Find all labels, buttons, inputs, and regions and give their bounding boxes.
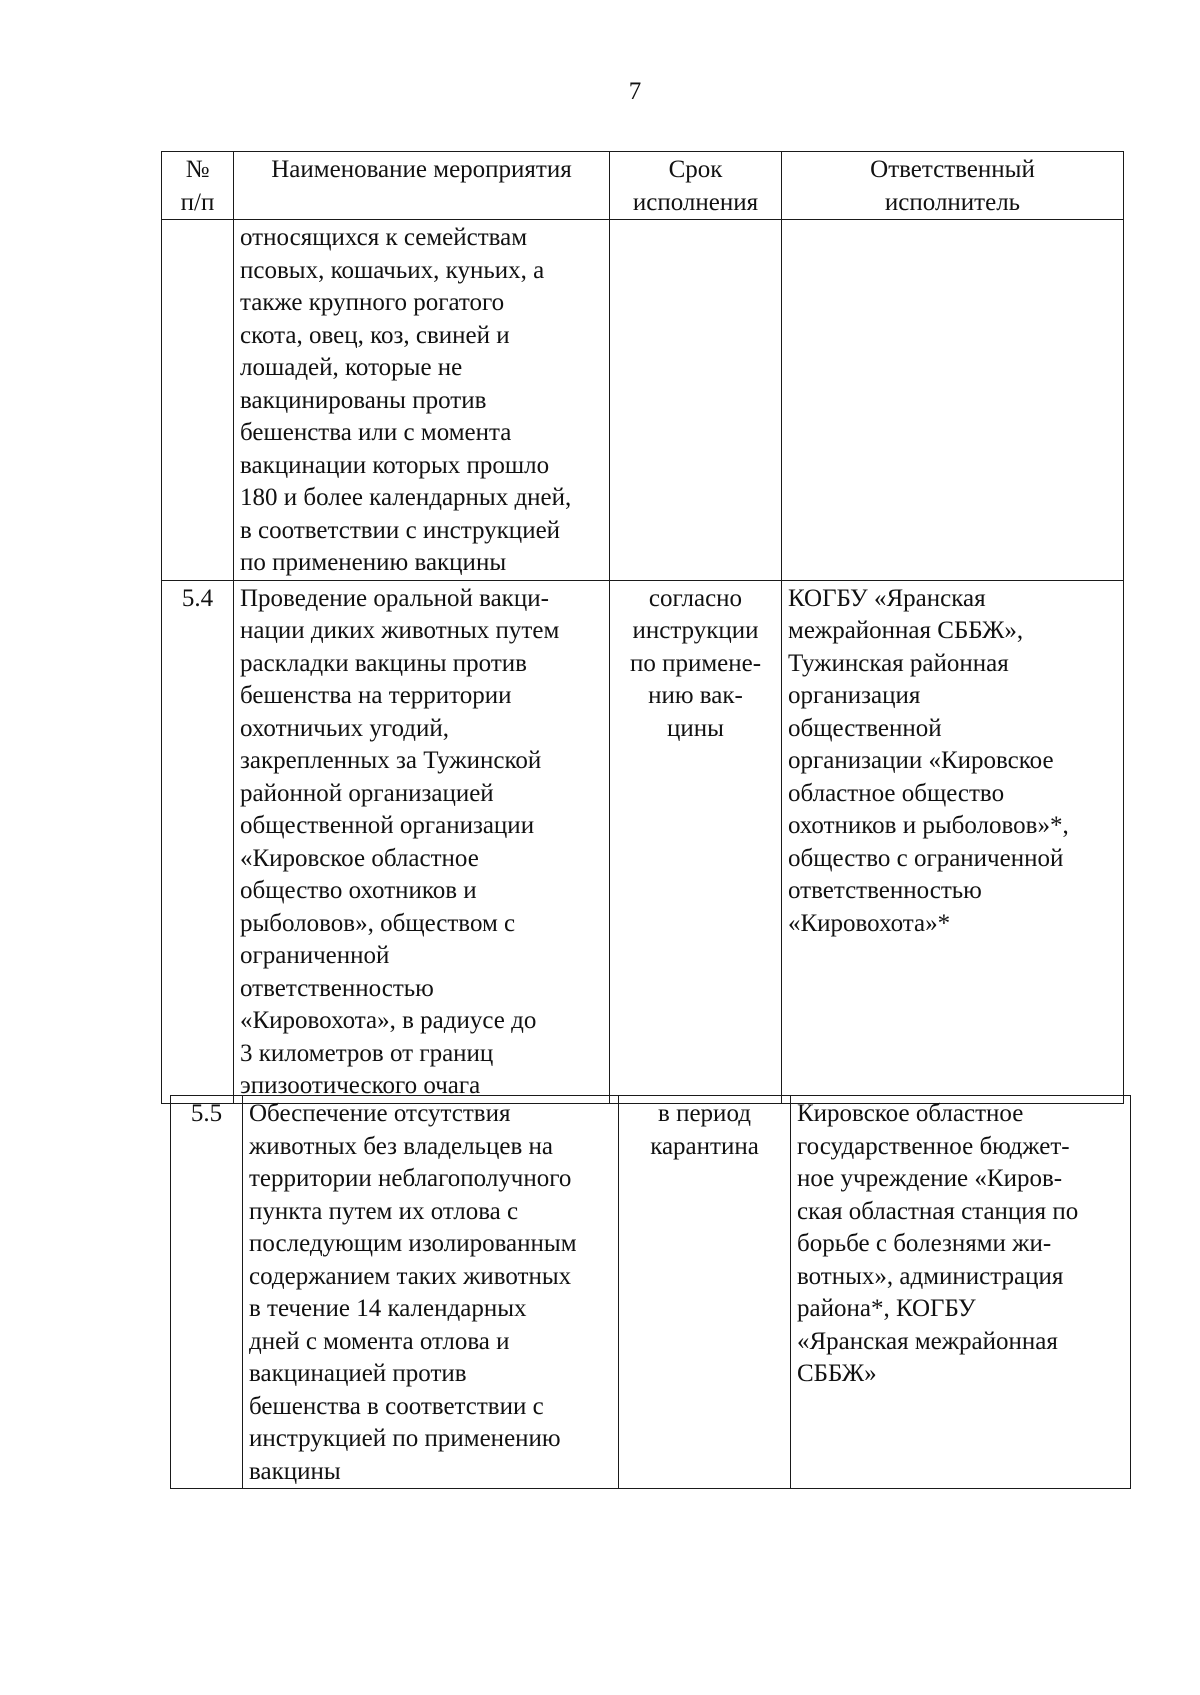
row-num: 5.5 [171, 1096, 243, 1489]
header-num: № п/п [162, 152, 234, 220]
row-deadline: согласно инструкции по примене- нию вак- цины [610, 580, 782, 1103]
header-deadline: Срок исполнения [610, 152, 782, 220]
page-number: 7 [628, 78, 642, 105]
table-row [162, 580, 1124, 1103]
row-name: относящихся к семействам псовых, кошачьих, куньих, а также крупного рогатого скота, овец, коз, свиней и лошадей, которые не вакцинированы против бешенства или с момента вакцинации которых прошло 180 и более календарных дней, в соответствии с инструкцией по применению вакцины [234, 220, 610, 581]
header-responsible: Ответственный исполнитель [782, 152, 1124, 220]
row-responsible: КОГБУ «Яранская межрайонная СББЖ», Тужинская районная организация общественной организации «Кировское областное общество охотников и рыболовов»*, общество с ограниченной ответственностью «Кировохота»* [782, 580, 1124, 1103]
table-header-row [162, 152, 1124, 220]
row-name: Обеспечение отсутствия животных без владельцев на территории неблагополучного пункта путем их отлова с последующим изолированным содержанием таких животных в течение 14 календарных дней с момента отлова и вакцинацией против бешенства в соответствии с инструкцией по применению вакцины [243, 1096, 619, 1489]
header-name: Наименование мероприятия [234, 152, 610, 220]
row-num [162, 220, 234, 581]
row-deadline: в период карантина [619, 1096, 791, 1489]
row-responsible: Кировское областное государственное бюджет- ное учреждение «Киров- ская областная станция по борьбе с болезнями жи- вотных», администрация района*, КОГБУ «Яранская межрайонная СББЖ» [791, 1096, 1131, 1489]
row-num: 5.4 [162, 580, 234, 1103]
table-row [162, 220, 1124, 581]
row-name: Проведение оральной вакци- нации диких животных путем раскладки вакцины против бешенства на территории охотничьих угодий, закрепленных за Тужинской районной организацией общественной организации «Кировское областное общество охотников и рыболовов», обществом с ограниченной ответственностью «Кировохота», в радиусе до 3 километров от границ эпизоотического очага [234, 580, 610, 1103]
measures-table [161, 151, 1124, 1104]
table-row [171, 1096, 1131, 1489]
row-responsible [782, 220, 1124, 581]
row-deadline [610, 220, 782, 581]
measures-table-continued [170, 1095, 1131, 1489]
